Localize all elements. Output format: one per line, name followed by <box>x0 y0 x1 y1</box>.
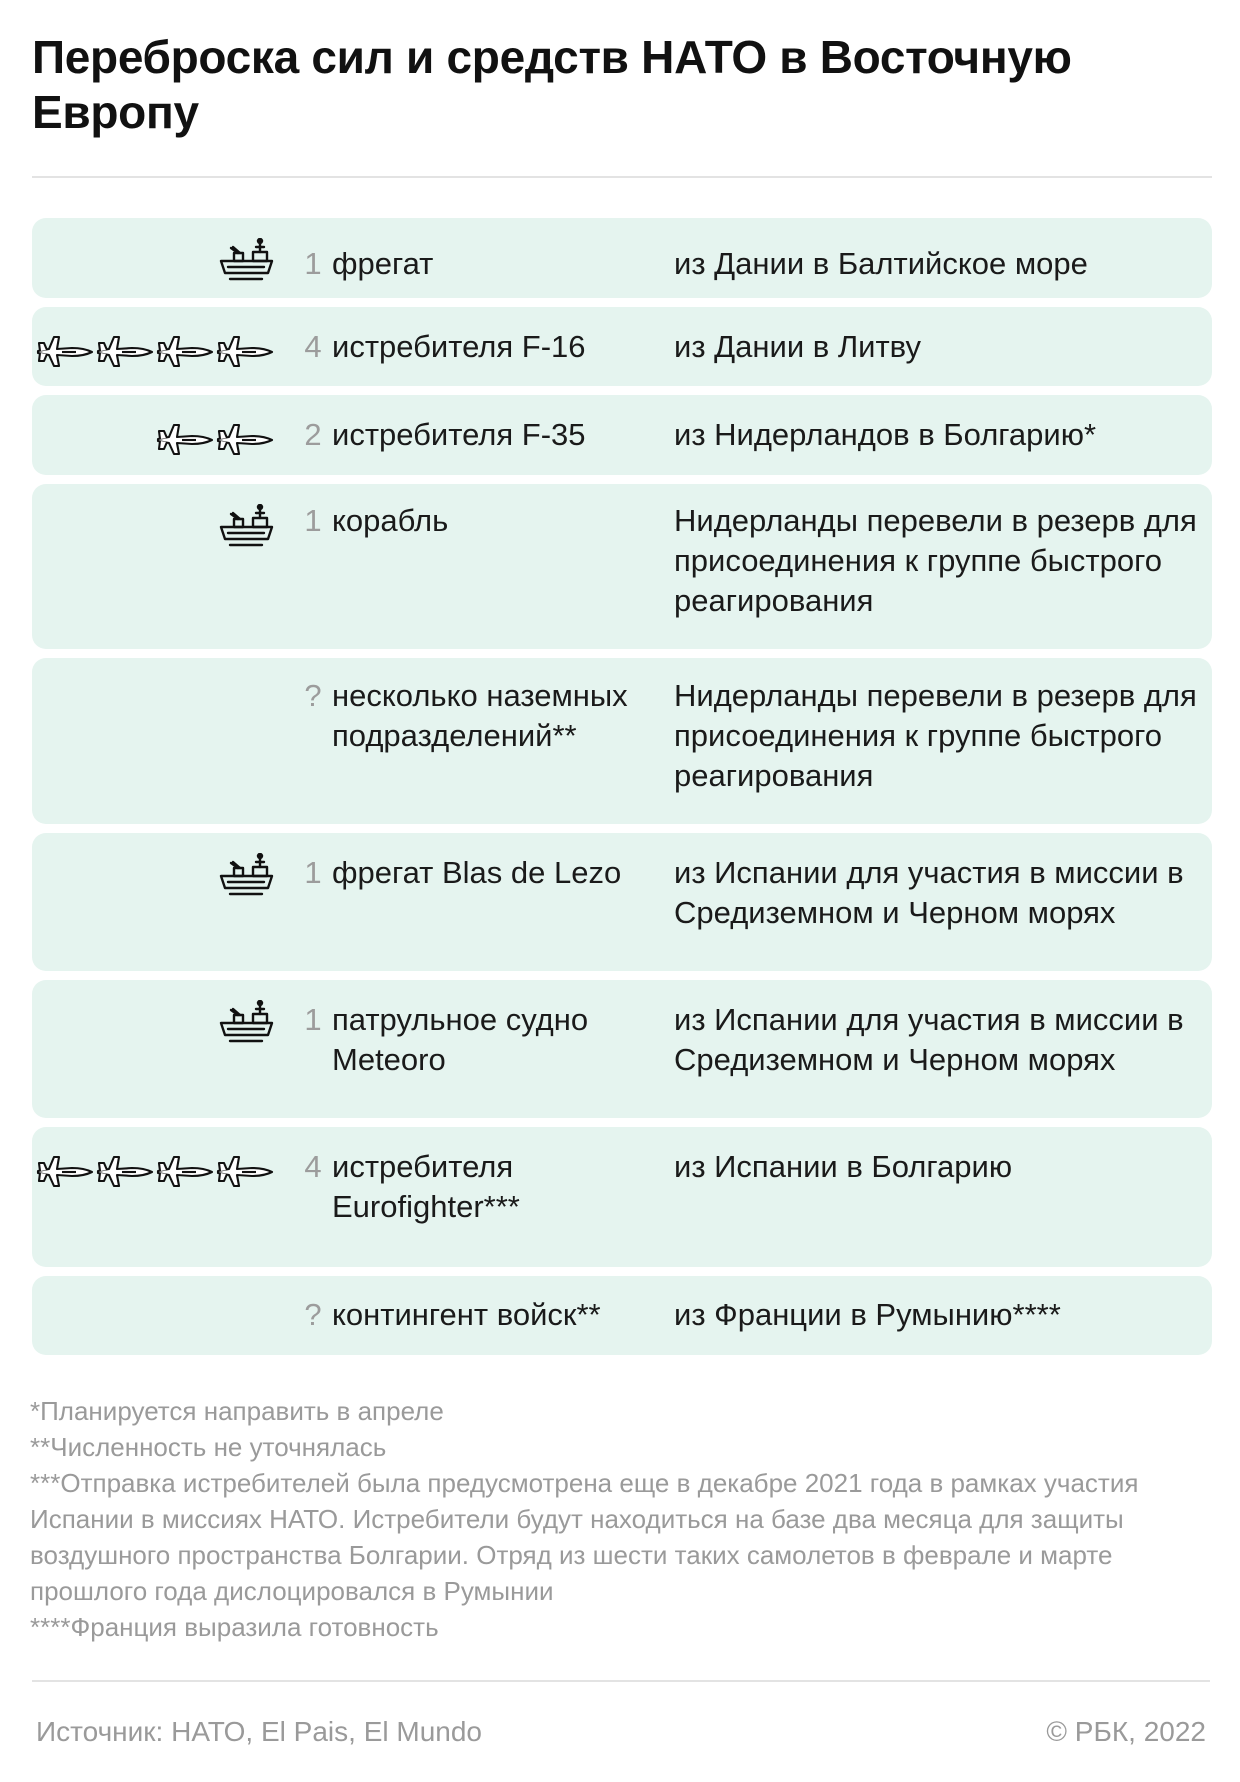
list-item <box>32 395 1212 475</box>
source-credit: Источник: НАТО, El Pais, El Mundo <box>36 1716 482 1747</box>
unit-type: несколько наземных подразделений** <box>332 678 628 753</box>
ship-icon <box>218 853 274 897</box>
footnotes <box>30 1393 1220 1645</box>
unit-count: 1 <box>304 855 322 890</box>
ship-icon <box>218 1000 274 1044</box>
unit-route: Нидерланды перевели в резерв для присоединения к группе быстрого реагирования <box>674 503 1197 618</box>
icon-group <box>218 238 274 282</box>
icon-group <box>218 504 274 548</box>
fighter-jet-icon <box>216 417 274 461</box>
fighter-jet-icon <box>156 329 214 373</box>
unit-type: истребителя F-35 <box>332 417 586 452</box>
fighter-jet-icon <box>216 1149 274 1193</box>
list-item <box>32 1127 1212 1267</box>
unit-route: из Испании для участия в миссии в Средиземном и Черном морях <box>674 855 1184 930</box>
icon-group <box>218 1000 274 1044</box>
ship-icon <box>218 504 274 548</box>
unit-type: истребителя F-16 <box>332 329 586 364</box>
fighter-jet-icon <box>36 1149 94 1193</box>
unit-route: из Испании для участия в миссии в Средиземном и Черном морях <box>674 1002 1184 1077</box>
icon-group <box>36 329 274 373</box>
icon-group <box>218 853 274 897</box>
list-item <box>32 307 1212 386</box>
fighter-jet-icon <box>36 329 94 373</box>
fighter-jet-icon <box>96 329 154 373</box>
list-item <box>32 484 1212 649</box>
footnote: ***Отправка истребителей была предусмотрена еще в декабре 2021 года в рамках участия Испании в миссиях НАТО. Истребители будут находиться на базе два месяца для защиты воздушного пространства Болгарии. Отряд из шести таких самолетов в феврале и марте прошлого года дислоцировался в Румынии <box>30 1468 1139 1606</box>
unit-type: корабль <box>332 503 449 538</box>
page-title: Переброска сил и средств НАТО в Восточную Европу <box>32 31 1072 138</box>
fighter-jet-icon <box>216 329 274 373</box>
unit-count: 4 <box>304 1149 322 1184</box>
footnote: ****Франция выразила готовность <box>30 1612 439 1642</box>
ship-icon <box>218 238 274 282</box>
divider <box>32 1680 1210 1682</box>
divider <box>32 176 1212 178</box>
icon-group <box>156 417 274 461</box>
unit-type: фрегат Blas de Lezo <box>332 855 622 890</box>
unit-count: 1 <box>304 1002 322 1037</box>
deployments-list <box>32 218 1212 1364</box>
fighter-jet-icon <box>156 417 214 461</box>
unit-type: контингент войск** <box>332 1297 601 1332</box>
fighter-jet-icon <box>96 1149 154 1193</box>
unit-type: истребителя Eurofighter*** <box>332 1149 520 1224</box>
unit-route: из Испании в Болгарию <box>674 1149 1013 1184</box>
list-item <box>32 218 1212 298</box>
footnote: *Планируется направить в апреле <box>30 1396 444 1426</box>
unit-route: из Дании в Балтийское море <box>674 246 1088 281</box>
unit-count: ? <box>304 678 322 713</box>
list-item <box>32 980 1212 1118</box>
unit-type: патрульное судно Meteoro <box>332 1002 589 1077</box>
icon-group <box>36 1149 274 1193</box>
list-item <box>32 1276 1212 1355</box>
copyright: © РБК, 2022 <box>1046 1716 1206 1747</box>
list-item <box>32 833 1212 971</box>
unit-route: из Нидерландов в Болгарию* <box>674 417 1097 452</box>
footnote: **Численность не уточнялась <box>30 1432 387 1462</box>
unit-count: 2 <box>304 417 322 452</box>
fighter-jet-icon <box>156 1149 214 1193</box>
unit-route: Нидерланды перевели в резерв для присоединения к группе быстрого реагирования <box>674 678 1197 793</box>
unit-count: 4 <box>304 329 322 364</box>
unit-route: из Франции в Румынию**** <box>674 1297 1061 1332</box>
unit-count: ? <box>304 1297 322 1332</box>
list-item <box>32 658 1212 824</box>
unit-count: 1 <box>304 246 322 281</box>
unit-type: фрегат <box>332 246 434 281</box>
unit-count: 1 <box>304 503 322 538</box>
unit-route: из Дании в Литву <box>674 329 921 364</box>
